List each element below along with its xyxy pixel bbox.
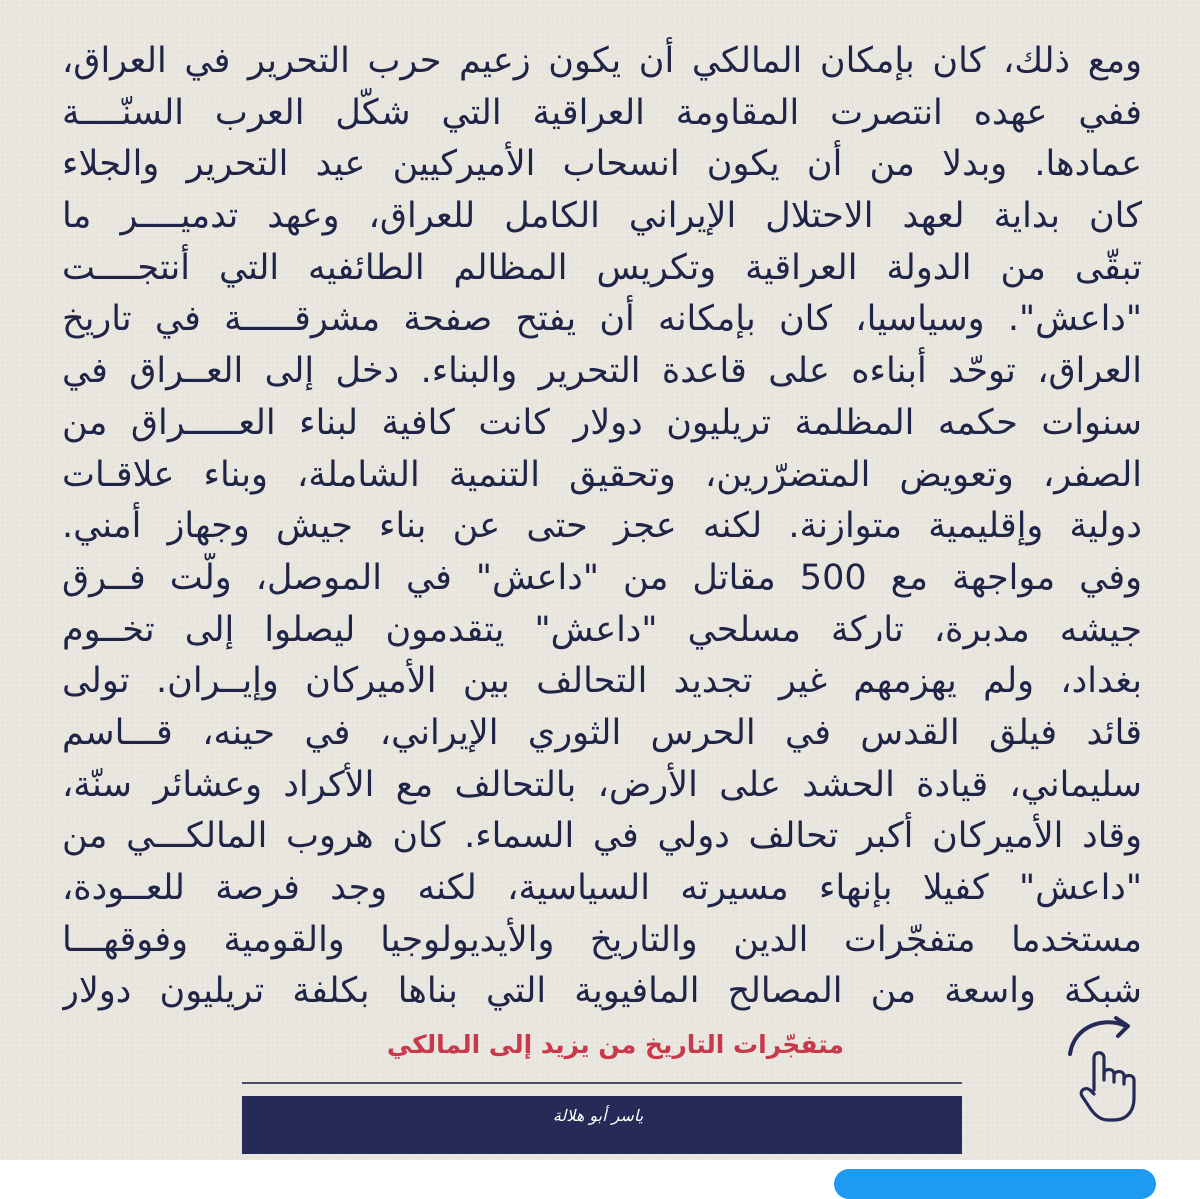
- article-line: تبقّى من الدولة العراقية وتكريس المظالم الطائفيه التي أنتجــــت: [62, 247, 1142, 288]
- article-subtitle: متفجّرات التاريخ من يزيد إلى المالكي: [386, 1030, 844, 1059]
- curved-arrow-icon: [1070, 1018, 1128, 1054]
- action-button[interactable]: [834, 1169, 1156, 1199]
- article-line: وفي مواجهة مع 500 مقاتل من "داعش" في الموصل، ولّت فــرق: [62, 557, 1142, 598]
- article-line: جيشه مدبرة، تاركة مسلحي "داعش" يتقدمون ليصلوا إلى تخــوم: [62, 609, 1142, 650]
- author-name: ياسر أبو هلالة: [552, 1106, 644, 1125]
- article-line: ففي عهده انتصرت المقاومة العراقية التي شكّل العرب السنّــــة: [62, 92, 1142, 133]
- article-line: دولية وإقليمية متوازنة. لكنه عجز حتى عن بناء جيش وجهاز أمني.: [62, 506, 1142, 547]
- author-bar: [242, 1096, 962, 1154]
- article-line: سليماني، قيادة الحشد على الأرض، بالتحالف مع الأكراد وعشائر سنّة،: [62, 764, 1142, 805]
- article-line: وقاد الأميركان أكبر تحالف دولي في السماء. كان هروب المالكـــي من: [62, 816, 1142, 857]
- article-line: "داعش" كفيلا بإنهاء مسيرته السياسية، لكنه وجد فرصة للعــودة،: [62, 868, 1142, 908]
- article-line: الصفر، وتعويض المتضرّرين، وتحقيق التنمية الشاملة، وبناء علاقـات: [62, 454, 1142, 495]
- article-line: العراق، توحّد أبناءه على قاعدة التحرير والبناء. دخل إلى العــراق في: [62, 351, 1142, 392]
- article-line: عمادها. وبدلا من أن يكون انسحاب الأميركيين عيد التحرير والجلاء: [62, 144, 1142, 185]
- article-line: بغداد، ولم يهزمهم غير تجديد التحالف بين الأميركان وإيــران. تولى: [62, 661, 1142, 702]
- article-line: قائد فيلق القدس في الحرس الثوري الإيراني، في حينه، قـــاسم: [62, 712, 1142, 753]
- article-body: [62, 36, 1142, 1018]
- article-line: "داعش". وسياسيا، كان بإمكانه أن يفتح صفحة مشرقـــــة في تاريخ: [62, 299, 1142, 340]
- article-line: سنوات حكمه المظلمة تريليون دولار كانت كافية لبناء العـــــراق من: [62, 402, 1142, 443]
- article-line: كان بداية لعهد الاحتلال الإيراني الكامل للعراق، وعهد تدميــــر ما: [62, 196, 1142, 237]
- article-line: شبكة واسعة من المصالح المافيوية التي بناها بكلفة تريليون دولار: [62, 971, 1142, 1012]
- hand-pointer-icon: [1064, 1012, 1154, 1127]
- article-line: ومع ذلك، كان بإمكان المالكي أن يكون زعيم حرب التحرير في العراق،: [62, 41, 1142, 81]
- article-line: مستخدما متفجّرات الدين والتاريخ والأيديولوجيا والقومية وفوقهـــا: [62, 919, 1142, 960]
- divider-line: [242, 1082, 962, 1084]
